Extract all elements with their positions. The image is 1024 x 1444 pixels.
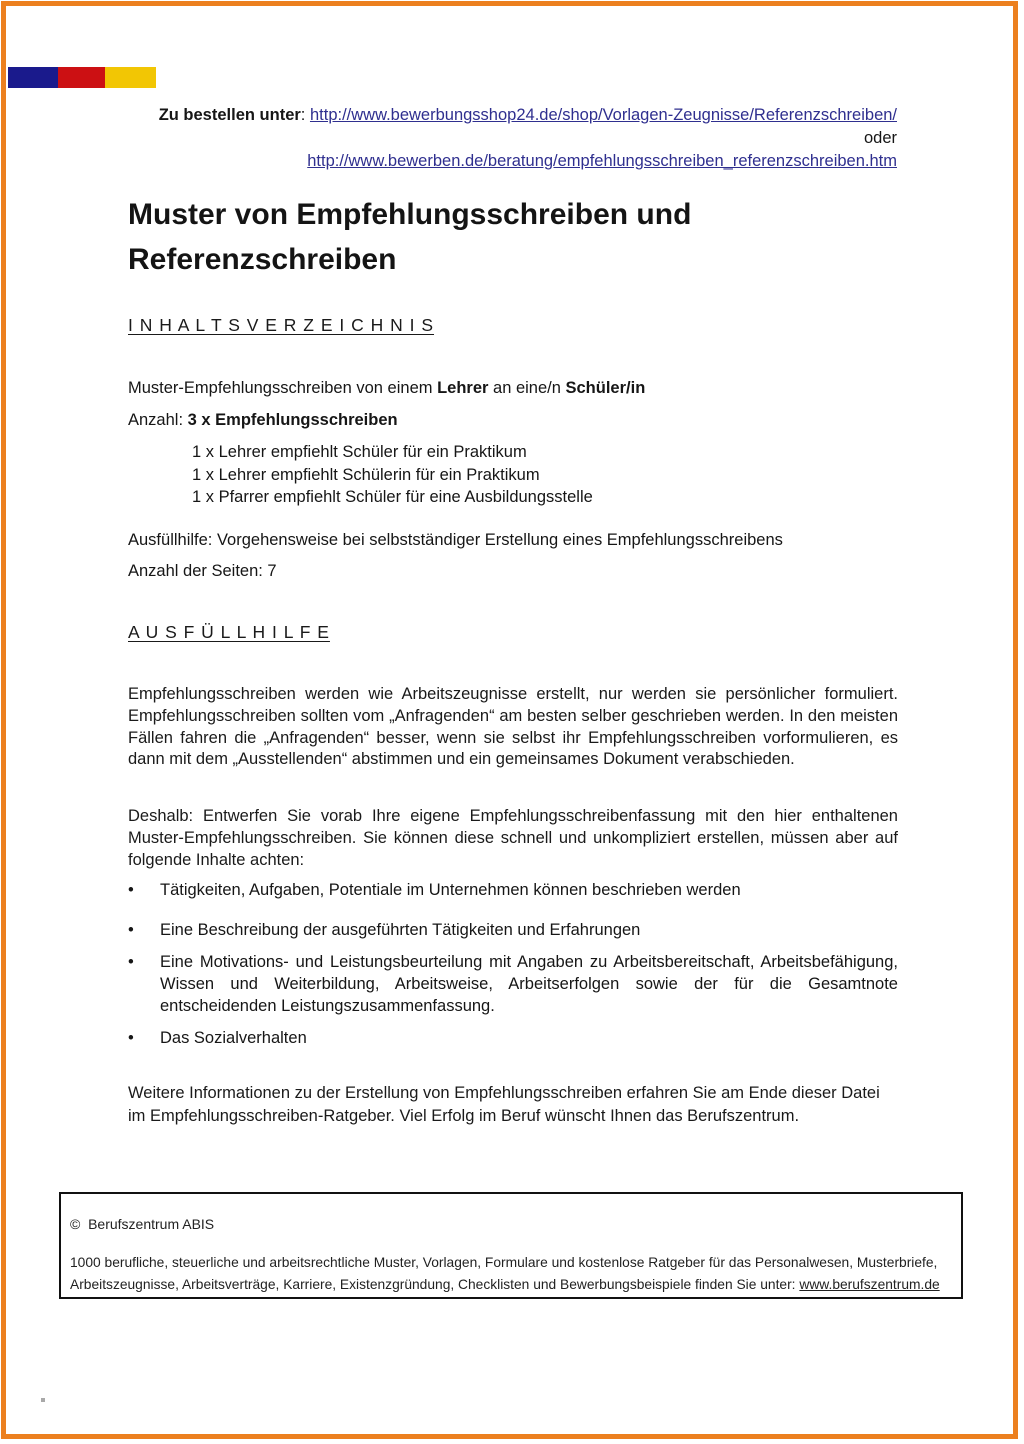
toc-count-line [128,409,398,431]
shop-link[interactable]: http://www.bewerbungsshop24.de/shop/Vorlagen-Zeugnisse/Referenzschreiben/ [309,106,897,124]
bullet-marker: • [128,1029,134,1047]
document-title: Muster von Empfehlungsschreiben und Referenzschreiben [128,198,692,276]
toc-summary-line [128,377,645,399]
fill-help-heading: A U S F Ü L L H I L F E [128,622,330,642]
toc-heading: I N H A L T S V E R Z E I C H N I S [128,315,435,335]
bullet-item [128,952,898,1017]
flag-blue-block [8,67,58,88]
advice-link[interactable]: http://www.bewerben.de/beratung/empfehlungsschreiben_referenzschreiben.htm [307,152,897,170]
order-label: Zu bestellen unter [158,106,301,124]
flag-yellow-block [105,67,156,88]
order-line [159,104,897,127]
footer-paragraph [70,1252,954,1295]
toc-item: 1 x Lehrer empfiehlt Schülerin für ein Praktikum [192,465,540,484]
bullet-item [128,880,898,902]
toc-line1-pre: Muster-Empfehlungsschreiben von einem [128,379,438,397]
flag-decoration [8,67,156,88]
footer-line2-text: Arbeitszeugnisse, Arbeitsverträge, Karriere, Existenzgründung, Checklisten und Bewerbungsbeispiele finden Sie unter: [70,1276,800,1292]
advice-link-line [159,150,897,173]
count-value: 3 x Empfehlungsschreiben [187,411,398,429]
paragraph-instruction: Deshalb: Entwerfen Sie vorab Ihre eigene Empfehlungsschreibenfassung mit den hier enthaltenen Muster-Empfehlungsschreiben. Sie können diese schnell und unkompliziert erstellen, müssen aber auf folgende Inhalte achten: [128,807,898,869]
berufszentrum-link[interactable]: www.berufszentrum.de [799,1276,940,1292]
count-label: Anzahl: [128,411,188,429]
paragraph-closing: Weitere Informationen zu der Erstellung von Empfehlungsschreiben erfahren Sie am Ende dieser Datei im Empfehlungsschreiben-Ratgeber. Viel Erfolg im Beruf wünscht Ihnen das Berufszentrum. [128,1084,880,1125]
footer-paragraph-line2 [70,1274,954,1296]
page-count-line: Anzahl der Seiten: 7 [128,562,277,580]
order-info-block [159,104,897,173]
toc-line1-teacher: Lehrer [437,379,489,397]
paragraph-intro: Empfehlungsschreiben werden wie Arbeitszeugnisse erstellt, nur werden sie persönlicher formuliert. Empfehlungsschreiben sollten vom „Anfragenden“ am besten selber geschrieben werden. In den meisten Fällen fahren die „Anfragenden“ besser, wenn sie selbst ihr Empfehlungsschreiben vorformulieren, es dann mit dem „Ausstellenden“ abstimmen und ein gemeinsames Dokument verabschieden. [128,685,898,769]
toc-item-list [192,441,593,509]
flag-red-block [58,67,105,88]
page-artifact-dot [41,1398,45,1402]
bullet-marker: • [128,953,134,971]
toc-item: 1 x Lehrer empfiehlt Schüler für ein Praktikum [192,443,527,461]
bullet-marker: • [128,881,134,899]
bullet-text: Das Sozialverhalten [160,1029,307,1047]
copyright-text: © Berufszentrum ABIS [70,1216,215,1232]
bullet-item [128,920,898,942]
order-separator: : [300,106,310,124]
toc-item: 1 x Pfarrer empfiehlt Schüler für eine Ausbildungsstelle [192,488,593,506]
bullet-item [128,1028,898,1050]
fill-help-summary-line: Ausfüllhilfe: Vorgehensweise bei selbstständiger Erstellung eines Empfehlungsschreibens [128,531,783,549]
footer-paragraph-line1: 1000 berufliche, steuerliche und arbeitsrechtliche Muster, Vorlagen, Formulare und kostenlose Ratgeber für das Personalwesen, Musterbriefe, [70,1255,938,1270]
bullet-text: Tätigkeiten, Aufgaben, Potentiale im Unternehmen können beschrieben werden [160,881,741,899]
toc-line1-student: Schüler/in [565,379,646,397]
or-text: oder [863,129,897,147]
bullet-text: Eine Motivations- und Leistungsbeurteilung mit Angaben zu Arbeitsbereitschaft, Arbeitsbefähigung, Wissen und Weiterbildung, Arbeitsweise, Arbeitserfolgen sowie der für die Gesamtnote entscheidenden Leistungszusammenfassung. [160,953,898,1015]
footer-box [59,1192,963,1299]
toc-line1-mid: an eine/n [488,379,566,397]
bullet-marker: • [128,921,134,939]
bullet-text: Eine Beschreibung der ausgeführten Tätigkeiten und Erfahrungen [160,921,641,939]
